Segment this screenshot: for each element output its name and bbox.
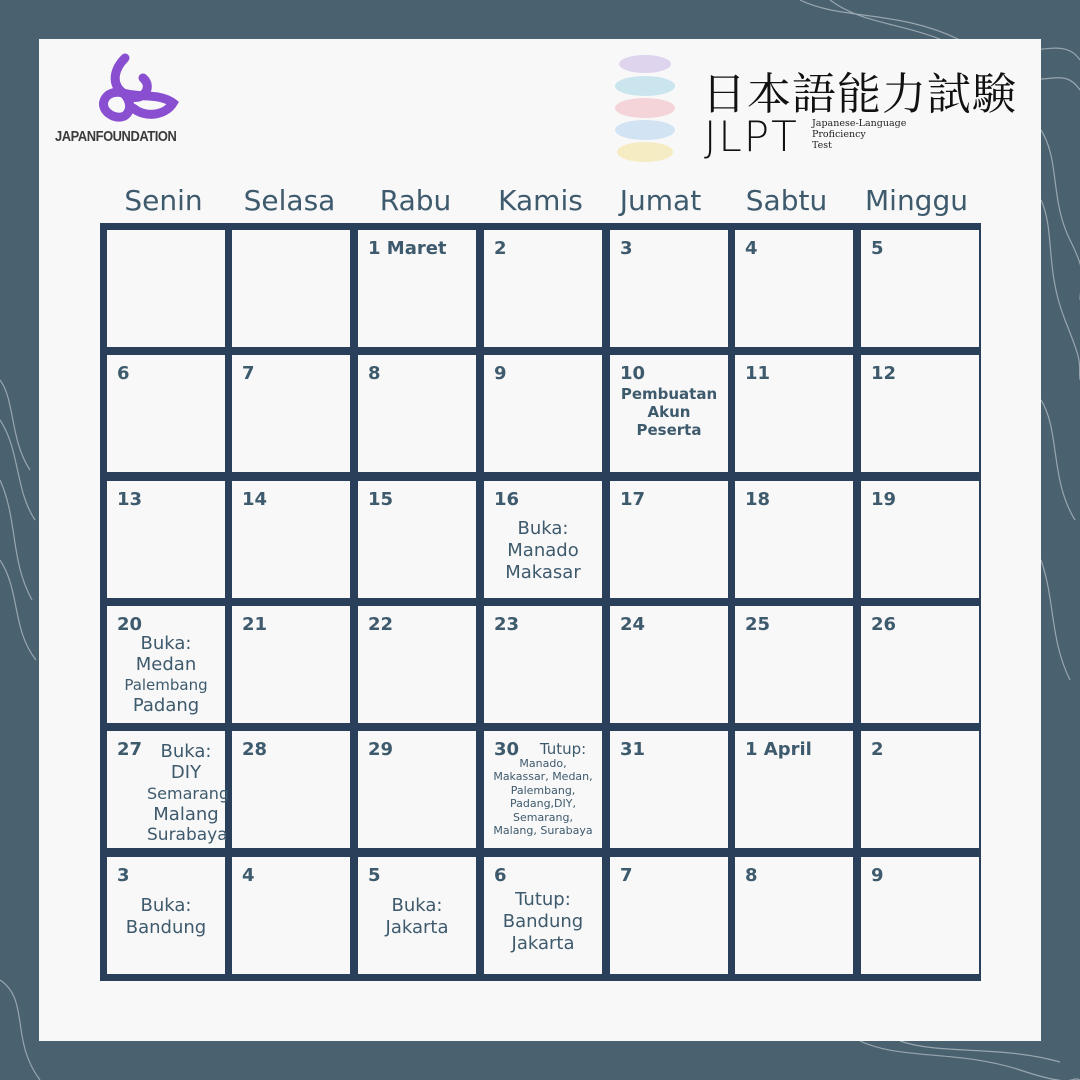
calendar-day-cell bbox=[484, 481, 602, 598]
calendar-day-cell bbox=[484, 355, 602, 472]
calendar-day-number: 10 bbox=[620, 363, 646, 384]
calendar-day-number: 9 bbox=[871, 865, 884, 886]
weekday-header-senin: Senin bbox=[124, 184, 203, 217]
calendar-day-number: 4 bbox=[242, 865, 255, 886]
calendar-day-cell bbox=[610, 355, 728, 472]
calendar-day-number: 12 bbox=[871, 363, 897, 384]
calendar-day-number: 3 bbox=[620, 238, 633, 259]
calendar-day-cell bbox=[358, 606, 476, 723]
calendar-day-cell bbox=[232, 606, 350, 723]
calendar-day-number: 1 April bbox=[745, 739, 812, 760]
jlpt-abbreviation: JLPT bbox=[704, 112, 799, 161]
calendar-day-cell bbox=[735, 355, 853, 472]
calendar-event-note-line: Manado, bbox=[519, 756, 567, 770]
calendar-day-cell bbox=[232, 481, 350, 598]
calendar-day-number: 2 bbox=[494, 238, 507, 259]
calendar-day-cell bbox=[735, 230, 853, 347]
calendar-day-cell bbox=[610, 731, 728, 848]
jlpt-subtitle-line: Proficiency bbox=[812, 129, 866, 140]
calendar-event-note-line: Tutup: bbox=[539, 740, 587, 758]
calendar-day-number: 7 bbox=[242, 363, 255, 384]
calendar-day-cell bbox=[735, 606, 853, 723]
calendar-event-note-line: Makassar, Medan, bbox=[493, 770, 593, 783]
calendar-day-cell bbox=[107, 606, 225, 723]
calendar-event-note bbox=[147, 741, 230, 846]
calendar-day-number: 31 bbox=[620, 739, 646, 760]
calendar-event-note-line: Palembang, bbox=[510, 783, 576, 797]
calendar-day-number: 25 bbox=[745, 614, 771, 635]
weekday-header-selasa: Selasa bbox=[243, 184, 336, 217]
calendar-day-number: 16 bbox=[494, 489, 520, 510]
calendar-event-note-line: Semarang bbox=[147, 784, 230, 803]
calendar-event-note-line: Makasar bbox=[505, 562, 581, 583]
calendar-event-note bbox=[610, 385, 728, 439]
calendar-day-number: 15 bbox=[368, 489, 394, 510]
calendar-day-cell bbox=[107, 857, 225, 974]
calendar-day-cell bbox=[232, 731, 350, 848]
calendar-event-note bbox=[358, 895, 476, 939]
calendar-day-number: 8 bbox=[368, 363, 381, 384]
calendar-day-cell bbox=[735, 857, 853, 974]
calendar-event-note-line: DIY bbox=[170, 762, 202, 783]
calendar-event-note-line: Malang, Surabaya bbox=[493, 824, 593, 837]
calendar-day-cell bbox=[610, 230, 728, 347]
calendar-event-note-line: Malang bbox=[153, 804, 219, 825]
calendar-day-number: 29 bbox=[368, 739, 394, 760]
calendar-day-cell bbox=[107, 355, 225, 472]
calendar-day-number: 21 bbox=[242, 614, 268, 635]
calendar-day-number: 3 bbox=[117, 865, 130, 886]
calendar-day-cell bbox=[484, 606, 602, 723]
calendar-day-cell bbox=[232, 857, 350, 974]
calendar-day-cell bbox=[107, 481, 225, 598]
calendar-day-cell bbox=[232, 230, 350, 347]
calendar-event-note-line: Padang,DIY, bbox=[510, 797, 576, 810]
calendar-event-note-line: Jakarta bbox=[385, 917, 449, 938]
calendar-day-number: 23 bbox=[494, 614, 520, 635]
calendar-event-note-line: Buka: bbox=[140, 895, 192, 916]
jlpt-subtitle-line: Test bbox=[812, 140, 832, 151]
calendar-event-note-line: Bandung bbox=[502, 911, 584, 932]
calendar-day-number: 28 bbox=[242, 739, 268, 760]
calendar-day-cell bbox=[232, 355, 350, 472]
calendar-day-cell bbox=[358, 857, 476, 974]
calendar-day-cell bbox=[861, 230, 979, 347]
calendar-day-number: 6 bbox=[494, 865, 507, 886]
jlpt-subtitle-line: Japanese-Language bbox=[812, 118, 907, 129]
calendar-event-note-line: Buka: bbox=[160, 741, 212, 762]
calendar-day-number: 19 bbox=[871, 489, 897, 510]
calendar-event-note-line: Palembang bbox=[124, 676, 208, 694]
calendar-event-note-line: Surabaya bbox=[147, 825, 228, 845]
calendar-day-number: 4 bbox=[745, 238, 758, 259]
calendar-day-cell bbox=[861, 606, 979, 723]
calendar-event-note-line: Peserta bbox=[636, 421, 702, 439]
calendar-day-cell bbox=[484, 731, 602, 848]
calendar-day-cell bbox=[861, 731, 979, 848]
calendar-day-number: 5 bbox=[871, 238, 884, 259]
calendar-day-cell bbox=[610, 857, 728, 974]
calendar-event-note-line: Buka: bbox=[140, 633, 192, 654]
jlpt-subtitle bbox=[812, 118, 912, 151]
weekday-header-kamis: Kamis bbox=[498, 184, 583, 217]
calendar-day-number: 7 bbox=[620, 865, 633, 886]
weekday-header-jumat: Jumat bbox=[619, 184, 702, 217]
calendar-day-number: 13 bbox=[117, 489, 143, 510]
calendar-event-note-line: Buka: bbox=[517, 518, 569, 539]
jlpt-kanji-title: 日本語能力試験 bbox=[702, 69, 1017, 120]
calendar-day-number: 18 bbox=[745, 489, 771, 510]
calendar-event-note-line: Medan bbox=[135, 653, 197, 675]
calendar-day-number: 5 bbox=[368, 865, 381, 886]
calendar-day-cell bbox=[358, 731, 476, 848]
calendar-event-note-line: Buka: bbox=[391, 895, 443, 916]
calendar-day-cell bbox=[107, 230, 225, 347]
calendar-event-note-line: Bandung bbox=[125, 917, 207, 938]
calendar-day-number: 30 bbox=[494, 739, 520, 760]
calendar-day-cell bbox=[484, 230, 602, 347]
japan-foundation-wordmark: JAPANFOUNDATION bbox=[55, 128, 177, 145]
calendar-day-cell bbox=[861, 481, 979, 598]
calendar-day-number: 22 bbox=[368, 614, 394, 635]
calendar-event-note-line: Tutup: bbox=[515, 889, 571, 910]
calendar-day-cell bbox=[610, 606, 728, 723]
calendar-day-number: 2 bbox=[871, 739, 884, 760]
jlpt-pine-emblem-icon bbox=[612, 50, 678, 170]
calendar-event-note-line: Padang bbox=[132, 694, 200, 716]
calendar-event-note bbox=[484, 518, 602, 584]
calendar-day-cell bbox=[358, 355, 476, 472]
calendar-day-number: 9 bbox=[494, 363, 507, 384]
calendar-day-cell bbox=[861, 857, 979, 974]
weekday-header-rabu: Rabu bbox=[379, 184, 452, 217]
calendar-day-number: 14 bbox=[242, 489, 268, 510]
calendar-day-number: 17 bbox=[620, 489, 646, 510]
calendar-grid bbox=[100, 223, 981, 981]
calendar-day-cell bbox=[735, 731, 853, 848]
calendar-event-note-line: Pembuatan bbox=[620, 385, 718, 403]
weekday-header-sabtu: Sabtu bbox=[745, 184, 828, 217]
calendar-day-cell bbox=[358, 230, 476, 347]
calendar-day-number: 11 bbox=[745, 363, 771, 384]
calendar-day-number: 20 bbox=[117, 614, 143, 635]
calendar-day-cell bbox=[861, 355, 979, 472]
calendar-day-cell bbox=[358, 481, 476, 598]
calendar-event-note-line: Semarang, bbox=[513, 810, 573, 824]
calendar-day-cell bbox=[610, 481, 728, 598]
calendar-day-cell bbox=[107, 731, 230, 848]
calendar-day-number: 1 Maret bbox=[368, 238, 447, 259]
calendar-day-number: 27 bbox=[117, 739, 143, 760]
weekday-header-minggu: Minggu bbox=[865, 184, 968, 217]
calendar-event-note bbox=[484, 740, 602, 838]
calendar-day-number: 8 bbox=[745, 865, 758, 886]
calendar-event-note bbox=[484, 889, 602, 955]
calendar-event-note-line: Akun bbox=[647, 403, 691, 421]
calendar-day-cell bbox=[484, 857, 602, 974]
calendar-day-number: 26 bbox=[871, 614, 897, 635]
calendar-event-note-line: Jakarta bbox=[511, 933, 575, 954]
calendar-event-note bbox=[107, 895, 225, 939]
calendar-day-number: 6 bbox=[117, 363, 130, 384]
calendar-event-note-line: Manado bbox=[507, 540, 579, 561]
calendar-day-number: 24 bbox=[620, 614, 646, 635]
calendar-day-cell bbox=[735, 481, 853, 598]
calendar-event-note bbox=[107, 634, 225, 716]
